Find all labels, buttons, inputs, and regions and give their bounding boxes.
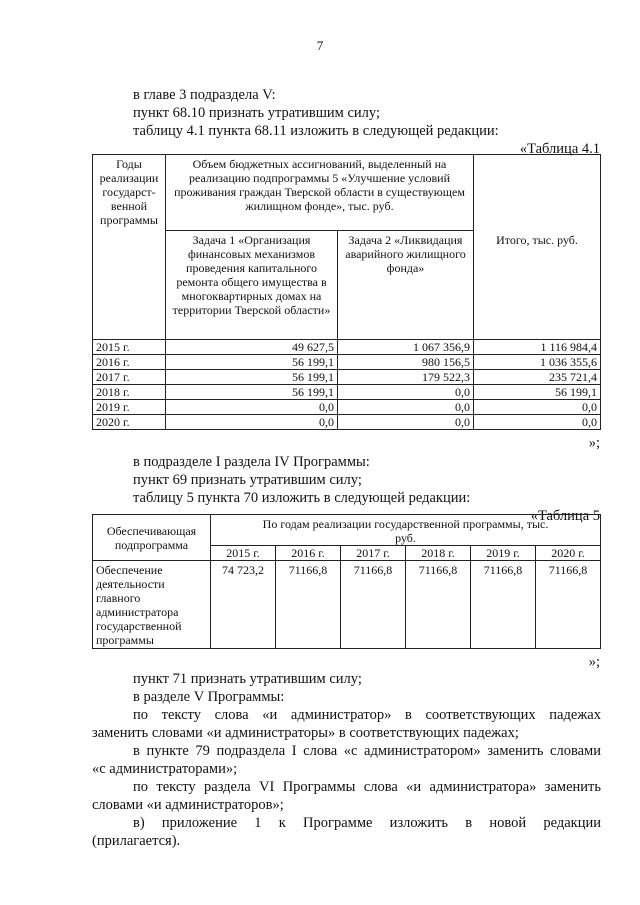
header-budget-group: Объем бюджетных ассигнований, выделенный на реализацию подпрограммы 5 «Улучшение условий проживания граждан Тверской области в существующем жилищном фонде», тыс. руб. <box>166 155 474 231</box>
year-cell: 2019 г. <box>93 400 166 415</box>
task1-value: 49 627,5 <box>166 340 338 355</box>
year-cell: 2020 г. <box>93 415 166 430</box>
header-subprogram: Обеспечивающая подпрограмма <box>93 515 211 561</box>
task1-value: 0,0 <box>166 415 338 430</box>
task2-value: 0,0 <box>338 400 474 415</box>
task2-value: 0,0 <box>338 415 474 430</box>
task1-value: 56 199,1 <box>166 370 338 385</box>
paragraph: по тексту слова «и администратор» в соответствующих падежах <box>133 707 601 723</box>
year-value: 71166,8 <box>406 561 471 649</box>
year-value: 71166,8 <box>341 561 406 649</box>
task2-value: 980 156,5 <box>338 355 474 370</box>
task2-value: 1 067 356,9 <box>338 340 474 355</box>
paragraph: таблицу 5 пункта 70 изложить в следующей редакции: <box>133 490 471 506</box>
paragraph: по тексту раздела VI Программы слова «и администратора» заменить <box>133 779 601 795</box>
total-value: 235 721,4 <box>474 370 601 385</box>
table-row <box>93 400 601 415</box>
paragraph: «с администраторами»; <box>92 761 238 777</box>
table-caption: «Таблица 5 <box>530 508 600 524</box>
table-row <box>93 561 601 649</box>
table-row <box>93 385 601 400</box>
year-header: 2018 г. <box>406 546 471 561</box>
table-row <box>93 370 601 385</box>
total-value: 56 199,1 <box>474 385 601 400</box>
paragraph: в) приложение 1 к Программе изложить в новой редакции <box>133 815 601 831</box>
year-value: 71166,8 <box>471 561 536 649</box>
year-value: 71166,8 <box>536 561 601 649</box>
budget-table-5 <box>92 514 601 649</box>
year-value: 74 723,2 <box>211 561 276 649</box>
header-years-group: По годам реализации государственной программы, тыс. руб. <box>211 515 601 546</box>
year-header: 2015 г. <box>211 546 276 561</box>
task1-value: 0,0 <box>166 400 338 415</box>
paragraph: таблицу 4.1 пункта 68.11 изложить в следующей редакции: <box>133 123 499 139</box>
task2-value: 0,0 <box>338 385 474 400</box>
subprogram-name: Обеспечение деятельности главного администратора государственной программы <box>93 561 211 649</box>
paragraph: заменить словами «и администраторы» в соответствующих падежах; <box>92 725 519 741</box>
header-task-2: Задача 2 «Ликвидация аварийного жилищного фонда» <box>338 231 474 340</box>
year-header: 2020 г. <box>536 546 601 561</box>
table-row <box>93 355 601 370</box>
paragraph: пункт 68.10 признать утратившим силу; <box>133 105 380 121</box>
year-cell: 2018 г. <box>93 385 166 400</box>
task2-value: 179 522,3 <box>338 370 474 385</box>
header-task-1: Задача 1 «Организация финансовых механизмов проведения капитального ремонта общего имущества в многоквартирных домах на территории Тверской области» <box>166 231 338 340</box>
header-years: Годы реализации государст-венной программы <box>93 155 166 340</box>
page-number: 7 <box>316 38 324 53</box>
task1-value: 56 199,1 <box>166 355 338 370</box>
paragraph: в главе 3 подраздела V: <box>133 87 276 103</box>
header-total-label: Итого, тыс. руб. <box>496 233 578 247</box>
table-caption: «Таблица 4.1 <box>519 141 600 157</box>
table-row <box>93 340 601 355</box>
year-value: 71166,8 <box>276 561 341 649</box>
paragraph: словами «и администраторов»; <box>92 797 284 813</box>
total-value: 0,0 <box>474 415 601 430</box>
year-header: 2017 г. <box>341 546 406 561</box>
table-closing: »; <box>588 654 600 670</box>
paragraph: в подразделе I раздела IV Программы: <box>133 454 370 470</box>
total-value: 1 116 984,4 <box>474 340 601 355</box>
paragraph: в пункте 79 подраздела I слова «с администратором» заменить словами <box>133 743 601 759</box>
table-row <box>93 415 601 430</box>
budget-table-4-1 <box>92 154 601 430</box>
table-closing: »; <box>588 435 600 451</box>
paragraph: пункт 71 признать утратившим силу; <box>133 671 362 687</box>
year-cell: 2016 г. <box>93 355 166 370</box>
paragraph: в разделе V Программы: <box>133 689 285 705</box>
year-cell: 2017 г. <box>93 370 166 385</box>
year-header: 2016 г. <box>276 546 341 561</box>
year-header: 2019 г. <box>471 546 536 561</box>
total-value: 0,0 <box>474 400 601 415</box>
header-total <box>474 155 601 340</box>
total-value: 1 036 355,6 <box>474 355 601 370</box>
paragraph: пункт 69 признать утратившим силу; <box>133 472 362 488</box>
task1-value: 56 199,1 <box>166 385 338 400</box>
paragraph: (прилагается). <box>92 833 181 849</box>
year-cell: 2015 г. <box>93 340 166 355</box>
